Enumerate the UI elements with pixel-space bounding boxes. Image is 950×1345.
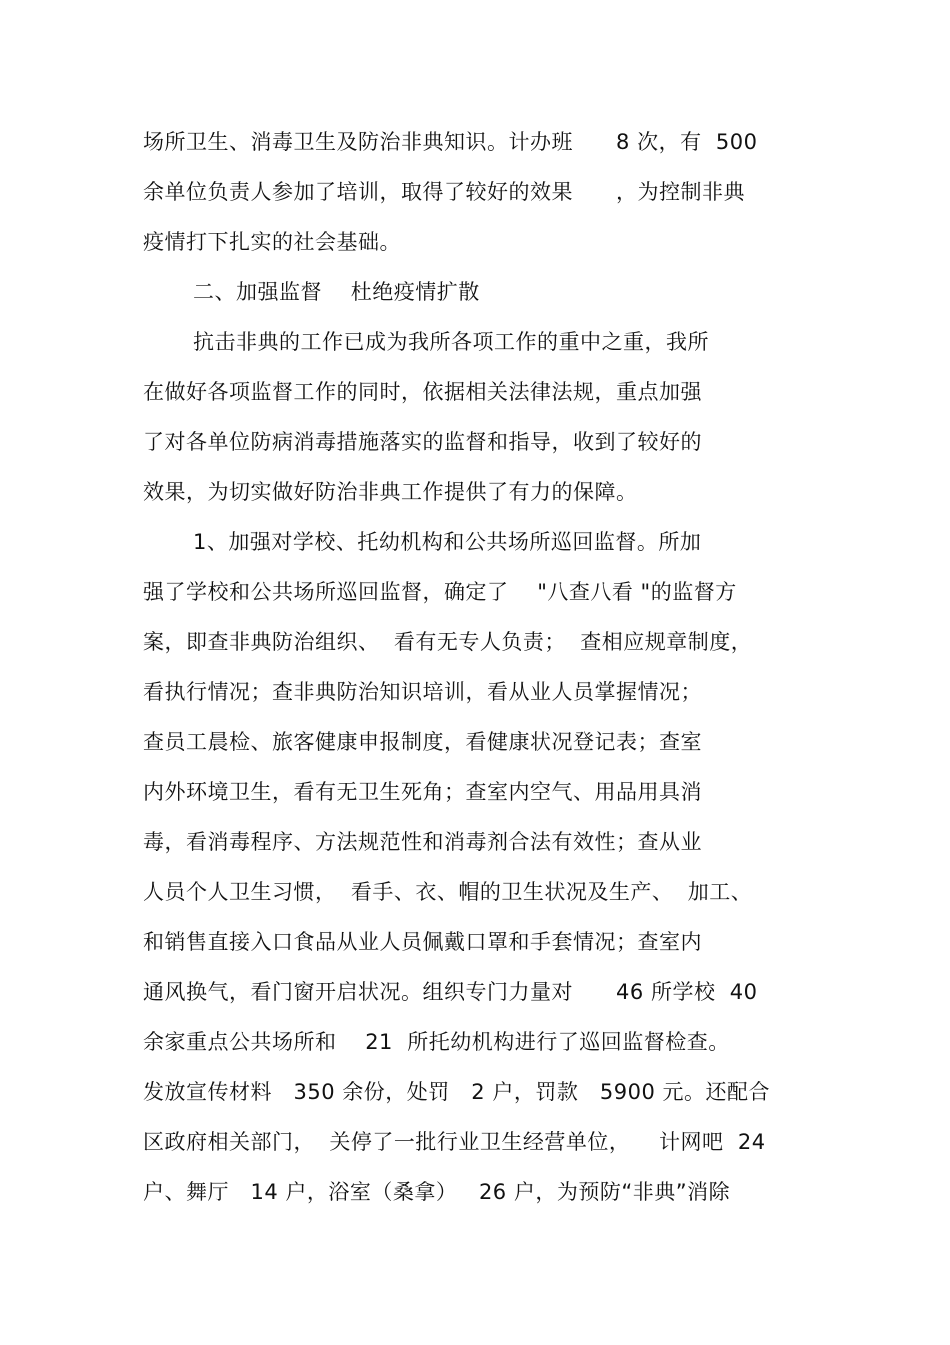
body-text-line: 毒，看消毒程序、方法规范性和消毒剂合法有效性；查从业 — [143, 830, 702, 854]
body-text-line: 余家重点公共场所和 21 所托幼机构进行了巡回监督检查。 — [143, 1030, 730, 1054]
body-text-line: 人员个人卫生习惯， 看手、衣、帽的卫生状况及生产、 加工、 — [143, 880, 753, 904]
subsection-heading: 1、加强对学校、托幼机构和公共场所巡回监督。所加 — [193, 530, 702, 554]
body-text-line: 场所卫生、消毒卫生及防治非典知识。计办班 8 次，有 500 — [143, 130, 758, 154]
body-text-line: 户、舞厅 14 户，浴室（桑拿） 26 户，为预防“非典”消除 — [143, 1180, 731, 1204]
section-heading: 二、加强监督 杜绝疫情扩散 — [193, 280, 480, 304]
body-text-line: 强了学校和公共场所巡回监督，确定了 "八查八看 "的监督方 — [143, 580, 737, 604]
body-text-line: 区政府相关部门， 关停了一批行业卫生经营单位， 计网吧 24 — [143, 1130, 766, 1154]
body-text-line: 内外环境卫生，看有无卫生死角；查室内空气、用品用具消 — [143, 780, 702, 804]
body-text-line: 效果，为切实做好防治非典工作提供了有力的保障。 — [143, 480, 638, 504]
body-text-line: 疫情打下扎实的社会基础。 — [143, 230, 401, 254]
body-text-line: 和销售直接入口食品从业人员佩戴口罩和手套情况；查室内 — [143, 930, 702, 954]
body-text-line: 看执行情况；查非典防治知识培训，看从业人员掌握情况； — [143, 680, 702, 704]
body-text-line: 发放宣传材料 350 余份，处罚 2 户，罚款 5900 元。还配合 — [143, 1080, 770, 1104]
body-text-line: 查员工晨检、旅客健康申报制度，看健康状况登记表；查室 — [143, 730, 702, 754]
body-text-line: 通风换气，看门窗开启状况。组织专门力量对 46 所学校 40 — [143, 980, 758, 1004]
body-text-line: 案，即查非典防治组织、 看有无专人负责； 查相应规章制度， — [143, 630, 753, 654]
body-text-line: 抗击非典的工作已成为我所各项工作的重中之重，我所 — [193, 330, 709, 354]
body-text-line: 在做好各项监督工作的同时，依据相关法律法规，重点加强 — [143, 380, 702, 404]
body-text-line: 了对各单位防病消毒措施落实的监督和指导，收到了较好的 — [143, 430, 702, 454]
body-text-line: 余单位负责人参加了培训，取得了较好的效果 ，为控制非典 — [143, 180, 746, 204]
